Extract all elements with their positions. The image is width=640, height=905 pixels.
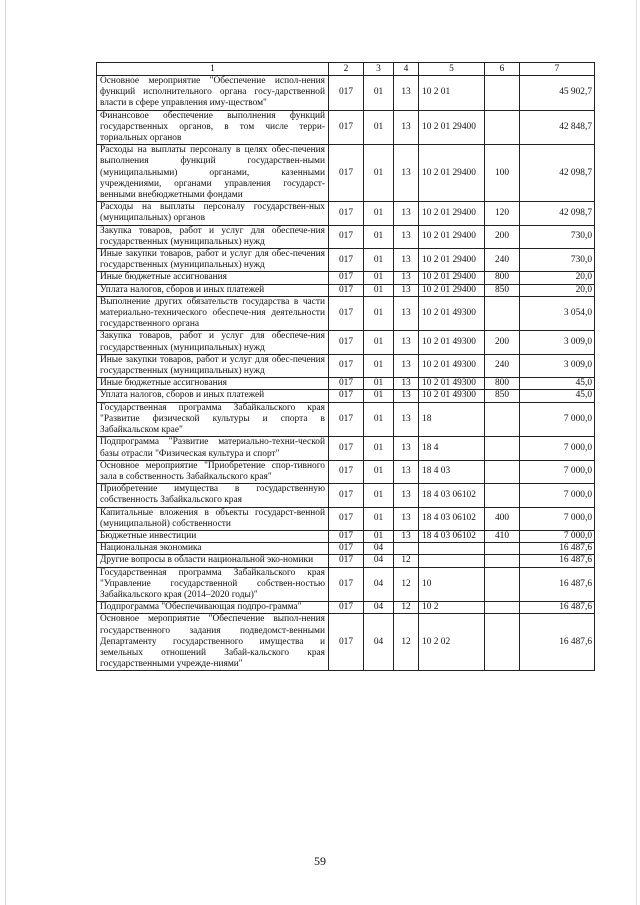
row-ministry-code: 017 bbox=[329, 284, 364, 296]
row-section-code: 01 bbox=[364, 378, 394, 390]
row-amount: 42 098,7 bbox=[520, 145, 595, 202]
row-description: Приобретение имущества в государственную собственность Забайкальского края bbox=[97, 484, 329, 507]
col-header-3: 3 bbox=[364, 63, 394, 76]
row-expense-type bbox=[485, 543, 520, 555]
row-expense-type: 120 bbox=[485, 202, 520, 225]
row-section-code: 01 bbox=[364, 296, 394, 331]
table-row bbox=[97, 145, 595, 202]
row-amount: 20,0 bbox=[520, 284, 595, 296]
row-section-code: 01 bbox=[364, 402, 394, 437]
row-description: Иные закупки товаров, работ и услуг для обес-печения государственных (муниципальных) нужд bbox=[97, 354, 329, 377]
row-target-article: 10 2 01 29400 bbox=[419, 110, 485, 145]
row-section-code: 04 bbox=[364, 543, 394, 555]
row-subsection-code: 12 bbox=[394, 555, 419, 567]
row-section-code: 01 bbox=[364, 530, 394, 542]
row-description: Закупка товаров, работ и услуг для обеспече-ния государственных (муниципальных) нужд bbox=[97, 225, 329, 248]
table-row bbox=[97, 543, 595, 555]
row-amount: 16 487,6 bbox=[520, 614, 595, 671]
row-description: Основное мероприятие "Обеспечение испол-нения функций исполнительного органа госу-дарственной власти в сфере управления иму-ществом" bbox=[97, 76, 329, 111]
row-section-code: 04 bbox=[364, 567, 394, 602]
row-expense-type: 850 bbox=[485, 390, 520, 402]
row-subsection-code: 13 bbox=[394, 484, 419, 507]
row-target-article: 18 4 bbox=[419, 437, 485, 460]
row-amount: 3 009,0 bbox=[520, 331, 595, 354]
row-description: Другие вопросы в области национальной эко-номики bbox=[97, 555, 329, 567]
row-ministry-code: 017 bbox=[329, 296, 364, 331]
row-target-article: 10 bbox=[419, 567, 485, 602]
row-section-code: 01 bbox=[364, 202, 394, 225]
row-description: Национальная экономика bbox=[97, 543, 329, 555]
row-subsection-code: 13 bbox=[394, 272, 419, 284]
row-expense-type: 400 bbox=[485, 507, 520, 530]
row-subsection-code: 12 bbox=[394, 602, 419, 614]
row-description: Уплата налогов, сборов и иных платежей bbox=[97, 390, 329, 402]
row-description: Расходы на выплаты персоналу в целях обес-печения выполнения функций государствен-ными (муниципальными) органами, казенными учреждениями, органами управления государст-венными внебюджетными фондами bbox=[97, 145, 329, 202]
table-row bbox=[97, 437, 595, 460]
row-description: Расходы на выплаты персоналу государствен-ных (муниципальных) органов bbox=[97, 202, 329, 225]
table-row bbox=[97, 567, 595, 602]
row-expense-type bbox=[485, 110, 520, 145]
row-amount: 3 054,0 bbox=[520, 296, 595, 331]
row-ministry-code: 017 bbox=[329, 202, 364, 225]
table-row bbox=[97, 249, 595, 272]
row-description: Государственная программа Забайкальского края "Управление государственной собствен-ностью Забайкальского края (2014–2020 годы)" bbox=[97, 567, 329, 602]
row-section-code: 01 bbox=[364, 272, 394, 284]
row-description: Финансовое обеспечение выполнения функций государственных органов, в том числе терри-ториальных органов bbox=[97, 110, 329, 145]
row-section-code: 01 bbox=[364, 76, 394, 111]
row-expense-type bbox=[485, 484, 520, 507]
row-description: Уплата налогов, сборов и иных платежей bbox=[97, 284, 329, 296]
row-amount: 3 009,0 bbox=[520, 354, 595, 377]
row-target-article: 10 2 01 49300 bbox=[419, 390, 485, 402]
row-description: Государственная программа Забайкальского края "Развитие физической культуры и спорта в Забайкальском крае" bbox=[97, 402, 329, 437]
row-amount: 16 487,6 bbox=[520, 602, 595, 614]
row-amount: 7 000,0 bbox=[520, 437, 595, 460]
row-expense-type bbox=[485, 460, 520, 483]
header-row bbox=[97, 63, 595, 76]
row-expense-type bbox=[485, 555, 520, 567]
row-section-code: 01 bbox=[364, 354, 394, 377]
row-target-article: 10 2 01 29400 bbox=[419, 145, 485, 202]
row-target-article: 10 2 01 49300 bbox=[419, 354, 485, 377]
row-target-article bbox=[419, 555, 485, 567]
table-row bbox=[97, 296, 595, 331]
table-row bbox=[97, 484, 595, 507]
table-row bbox=[97, 378, 595, 390]
row-amount: 20,0 bbox=[520, 272, 595, 284]
row-expense-type bbox=[485, 567, 520, 602]
row-subsection-code: 13 bbox=[394, 76, 419, 111]
row-amount: 45 902,7 bbox=[520, 76, 595, 111]
table-row bbox=[97, 614, 595, 671]
row-ministry-code: 017 bbox=[329, 555, 364, 567]
table-row bbox=[97, 555, 595, 567]
row-amount: 7 000,0 bbox=[520, 530, 595, 542]
table-row bbox=[97, 331, 595, 354]
row-ministry-code: 017 bbox=[329, 567, 364, 602]
table-row bbox=[97, 460, 595, 483]
row-expense-type: 200 bbox=[485, 331, 520, 354]
row-description: Иные бюджетные ассигнования bbox=[97, 272, 329, 284]
row-subsection-code: 12 bbox=[394, 614, 419, 671]
table-row bbox=[97, 530, 595, 542]
row-ministry-code: 017 bbox=[329, 76, 364, 111]
row-subsection-code: 13 bbox=[394, 331, 419, 354]
scan-edge-right bbox=[636, 0, 637, 905]
table-row bbox=[97, 225, 595, 248]
row-subsection-code: 13 bbox=[394, 249, 419, 272]
row-subsection-code: 13 bbox=[394, 110, 419, 145]
row-target-article: 18 4 03 06102 bbox=[419, 484, 485, 507]
row-subsection-code: 13 bbox=[394, 402, 419, 437]
row-expense-type: 100 bbox=[485, 145, 520, 202]
row-expense-type: 800 bbox=[485, 272, 520, 284]
row-amount: 16 487,6 bbox=[520, 543, 595, 555]
row-amount: 45,0 bbox=[520, 378, 595, 390]
row-ministry-code: 017 bbox=[329, 225, 364, 248]
row-subsection-code: 13 bbox=[394, 460, 419, 483]
row-expense-type bbox=[485, 76, 520, 111]
col-header-1: 1 bbox=[97, 63, 329, 76]
row-target-article: 18 bbox=[419, 402, 485, 437]
table-row bbox=[97, 602, 595, 614]
row-description: Капитальные вложения в объекты государст-венной (муниципальной) собственности bbox=[97, 507, 329, 530]
row-description: Подпрограмма "Развитие материально-техни-ческой базы отрасли "Физическая культура и спорт" bbox=[97, 437, 329, 460]
row-subsection-code: 12 bbox=[394, 567, 419, 602]
row-subsection-code: 13 bbox=[394, 530, 419, 542]
row-section-code: 04 bbox=[364, 602, 394, 614]
row-subsection-code: 13 bbox=[394, 437, 419, 460]
row-ministry-code: 017 bbox=[329, 530, 364, 542]
col-header-7: 7 bbox=[520, 63, 595, 76]
row-target-article: 10 2 01 29400 bbox=[419, 202, 485, 225]
row-target-article: 18 4 03 06102 bbox=[419, 530, 485, 542]
row-target-article: 10 2 01 29400 bbox=[419, 284, 485, 296]
row-expense-type: 240 bbox=[485, 249, 520, 272]
row-amount: 16 487,6 bbox=[520, 555, 595, 567]
row-amount: 42 848,7 bbox=[520, 110, 595, 145]
row-subsection-code: 13 bbox=[394, 507, 419, 530]
row-description: Основное мероприятие "Приобретение спор-тивного зала в собственность Забайкальского края" bbox=[97, 460, 329, 483]
row-target-article: 10 2 01 29400 bbox=[419, 272, 485, 284]
table-row bbox=[97, 507, 595, 530]
col-header-4: 4 bbox=[394, 63, 419, 76]
row-amount: 7 000,0 bbox=[520, 460, 595, 483]
row-section-code: 01 bbox=[364, 110, 394, 145]
row-description: Подпрограмма "Обеспечивающая подпро-грамма" bbox=[97, 602, 329, 614]
row-target-article: 18 4 03 bbox=[419, 460, 485, 483]
row-section-code: 01 bbox=[364, 145, 394, 202]
page-number: 59 bbox=[314, 854, 326, 868]
row-ministry-code: 017 bbox=[329, 390, 364, 402]
row-target-article: 10 2 01 29400 bbox=[419, 225, 485, 248]
row-target-article: 10 2 01 29400 bbox=[419, 249, 485, 272]
row-description: Основное мероприятие "Обеспечение выпол-нения государственного задания подведомст-венными Департаменту государственного имущества и земельных отношений Забай-кальского края государственными учрежде-ниями" bbox=[97, 614, 329, 671]
row-subsection-code: 13 bbox=[394, 225, 419, 248]
row-section-code: 01 bbox=[364, 225, 394, 248]
row-ministry-code: 017 bbox=[329, 614, 364, 671]
table-row bbox=[97, 110, 595, 145]
col-header-5: 5 bbox=[419, 63, 485, 76]
row-expense-type: 800 bbox=[485, 378, 520, 390]
row-amount: 16 487,6 bbox=[520, 567, 595, 602]
row-ministry-code: 017 bbox=[329, 437, 364, 460]
row-section-code: 01 bbox=[364, 437, 394, 460]
table-row bbox=[97, 402, 595, 437]
row-ministry-code: 017 bbox=[329, 145, 364, 202]
row-subsection-code: 13 bbox=[394, 145, 419, 202]
row-section-code: 01 bbox=[364, 460, 394, 483]
row-ministry-code: 017 bbox=[329, 402, 364, 437]
row-subsection-code bbox=[394, 543, 419, 555]
table-row bbox=[97, 76, 595, 111]
table-row bbox=[97, 284, 595, 296]
row-section-code: 01 bbox=[364, 507, 394, 530]
row-target-article: 10 2 01 49300 bbox=[419, 296, 485, 331]
row-amount: 45,0 bbox=[520, 390, 595, 402]
row-expense-type bbox=[485, 402, 520, 437]
row-expense-type: 850 bbox=[485, 284, 520, 296]
row-ministry-code: 017 bbox=[329, 543, 364, 555]
row-subsection-code: 13 bbox=[394, 354, 419, 377]
table-row bbox=[97, 354, 595, 377]
row-amount: 730,0 bbox=[520, 225, 595, 248]
row-target-article: 10 2 bbox=[419, 602, 485, 614]
row-expense-type bbox=[485, 614, 520, 671]
row-description: Закупка товаров, работ и услуг для обеспече-ния государственных (муниципальных) нужд bbox=[97, 331, 329, 354]
row-target-article bbox=[419, 543, 485, 555]
table-row bbox=[97, 272, 595, 284]
row-ministry-code: 017 bbox=[329, 331, 364, 354]
row-subsection-code: 13 bbox=[394, 284, 419, 296]
row-ministry-code: 017 bbox=[329, 378, 364, 390]
row-ministry-code: 017 bbox=[329, 460, 364, 483]
row-subsection-code: 13 bbox=[394, 296, 419, 331]
row-expense-type: 410 bbox=[485, 530, 520, 542]
row-ministry-code: 017 bbox=[329, 272, 364, 284]
row-ministry-code: 017 bbox=[329, 249, 364, 272]
row-ministry-code: 017 bbox=[329, 354, 364, 377]
row-ministry-code: 017 bbox=[329, 110, 364, 145]
row-expense-type: 200 bbox=[485, 225, 520, 248]
table-row bbox=[97, 390, 595, 402]
row-section-code: 01 bbox=[364, 284, 394, 296]
scan-edge-left bbox=[5, 0, 6, 905]
row-amount: 7 000,0 bbox=[520, 507, 595, 530]
row-amount: 730,0 bbox=[520, 249, 595, 272]
row-section-code: 04 bbox=[364, 555, 394, 567]
row-amount: 7 000,0 bbox=[520, 402, 595, 437]
row-description: Иные закупки товаров, работ и услуг для обес-печения государственных (муниципальных) нужд bbox=[97, 249, 329, 272]
row-target-article: 10 2 02 bbox=[419, 614, 485, 671]
row-section-code: 01 bbox=[364, 249, 394, 272]
row-expense-type: 240 bbox=[485, 354, 520, 377]
row-target-article: 18 4 03 06102 bbox=[419, 507, 485, 530]
col-header-2: 2 bbox=[329, 63, 364, 76]
row-subsection-code: 13 bbox=[394, 378, 419, 390]
row-amount: 42 098,7 bbox=[520, 202, 595, 225]
row-description: Бюджетные инвестиции bbox=[97, 530, 329, 542]
row-expense-type bbox=[485, 602, 520, 614]
row-expense-type bbox=[485, 296, 520, 331]
row-ministry-code: 017 bbox=[329, 507, 364, 530]
row-description: Выполнение других обязательств государства в части материально-технического обеспече-ния деятельности государственного органа bbox=[97, 296, 329, 331]
row-description: Иные бюджетные ассигнования bbox=[97, 378, 329, 390]
row-section-code: 01 bbox=[364, 390, 394, 402]
row-target-article: 10 2 01 49300 bbox=[419, 331, 485, 354]
row-target-article: 10 2 01 49300 bbox=[419, 378, 485, 390]
row-amount: 7 000,0 bbox=[520, 484, 595, 507]
row-subsection-code: 13 bbox=[394, 202, 419, 225]
col-header-6: 6 bbox=[485, 63, 520, 76]
row-ministry-code: 017 bbox=[329, 602, 364, 614]
row-ministry-code: 017 bbox=[329, 484, 364, 507]
row-target-article: 10 2 01 bbox=[419, 76, 485, 111]
row-section-code: 04 bbox=[364, 614, 394, 671]
table-row bbox=[97, 202, 595, 225]
row-expense-type bbox=[485, 437, 520, 460]
row-subsection-code: 13 bbox=[394, 390, 419, 402]
row-section-code: 01 bbox=[364, 484, 394, 507]
budget-table bbox=[96, 62, 595, 671]
row-section-code: 01 bbox=[364, 331, 394, 354]
